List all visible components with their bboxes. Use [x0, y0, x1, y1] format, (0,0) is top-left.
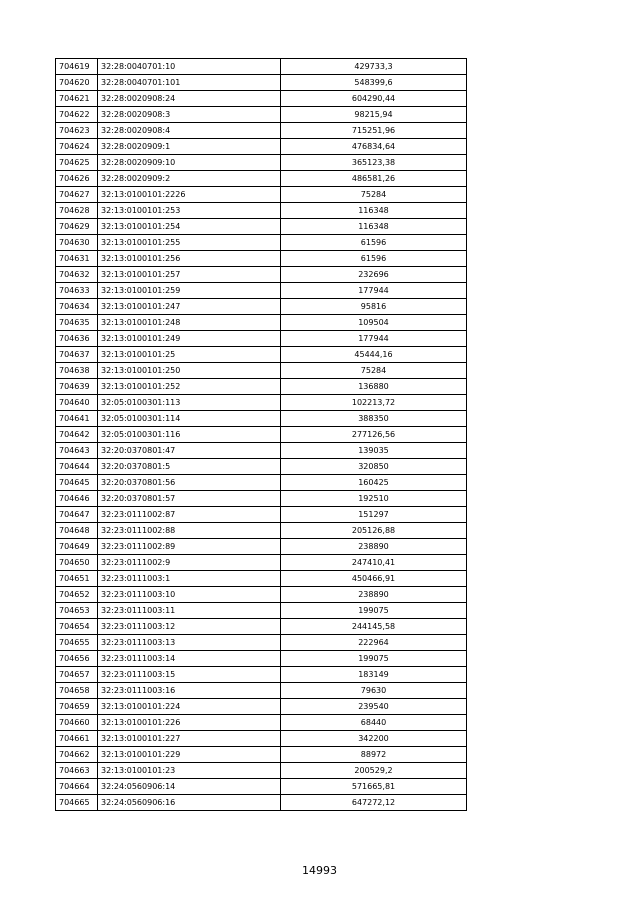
row-number-cell: 704619: [56, 59, 98, 75]
row-number-cell: 704633: [56, 283, 98, 299]
cadastral-value-cell: 160425: [281, 475, 467, 491]
cadastral-value-cell: 486581,26: [281, 171, 467, 187]
cadastral-value-cell: 239540: [281, 699, 467, 715]
row-number-cell: 704661: [56, 731, 98, 747]
row-number-cell: 704655: [56, 635, 98, 651]
row-number-cell: 704640: [56, 395, 98, 411]
table-row: [56, 683, 467, 699]
cadastral-number-cell: 32:20:0370801:5: [98, 459, 281, 475]
row-number-cell: 704652: [56, 587, 98, 603]
cadastral-value-cell: 388350: [281, 411, 467, 427]
cadastral-value-table: [55, 58, 467, 811]
table-row: [56, 651, 467, 667]
cadastral-number-cell: 32:24:0560906:14: [98, 779, 281, 795]
table-row: [56, 571, 467, 587]
row-number-cell: 704643: [56, 443, 98, 459]
row-number-cell: 704641: [56, 411, 98, 427]
row-number-cell: 704659: [56, 699, 98, 715]
cadastral-value-cell: 68440: [281, 715, 467, 731]
cadastral-value-cell: 715251,96: [281, 123, 467, 139]
cadastral-value-cell: 98215,94: [281, 107, 467, 123]
table-row: [56, 91, 467, 107]
cadastral-number-cell: 32:23:0111003:15: [98, 667, 281, 683]
row-number-cell: 704656: [56, 651, 98, 667]
table-row: [56, 379, 467, 395]
cadastral-number-cell: 32:13:0100101:253: [98, 203, 281, 219]
table-row: [56, 779, 467, 795]
cadastral-value-cell: 244145,58: [281, 619, 467, 635]
table-row: [56, 459, 467, 475]
cadastral-value-cell: 277126,56: [281, 427, 467, 443]
cadastral-number-cell: 32:13:0100101:248: [98, 315, 281, 331]
row-number-cell: 704626: [56, 171, 98, 187]
row-number-cell: 704637: [56, 347, 98, 363]
row-number-cell: 704651: [56, 571, 98, 587]
cadastral-number-cell: 32:13:0100101:259: [98, 283, 281, 299]
cadastral-number-cell: 32:24:0560906:16: [98, 795, 281, 811]
cadastral-number-cell: 32:23:0111003:10: [98, 587, 281, 603]
cadastral-number-cell: 32:13:0100101:227: [98, 731, 281, 747]
table-row: [56, 235, 467, 251]
table-row: [56, 411, 467, 427]
table-row: [56, 331, 467, 347]
cadastral-number-cell: 32:28:0040701:10: [98, 59, 281, 75]
cadastral-value-cell: 205126,88: [281, 523, 467, 539]
row-number-cell: 704649: [56, 539, 98, 555]
cadastral-value-cell: 183149: [281, 667, 467, 683]
cadastral-value-cell: 450466,91: [281, 571, 467, 587]
cadastral-value-cell: 199075: [281, 651, 467, 667]
table-row: [56, 187, 467, 203]
table-row: [56, 267, 467, 283]
cadastral-number-cell: 32:23:0111003:16: [98, 683, 281, 699]
table-row: [56, 203, 467, 219]
row-number-cell: 704622: [56, 107, 98, 123]
cadastral-value-cell: 548399,6: [281, 75, 467, 91]
cadastral-number-cell: 32:13:0100101:257: [98, 267, 281, 283]
cadastral-number-cell: 32:13:0100101:250: [98, 363, 281, 379]
table-row: [56, 219, 467, 235]
row-number-cell: 704629: [56, 219, 98, 235]
table-row: [56, 171, 467, 187]
row-number-cell: 704665: [56, 795, 98, 811]
cadastral-number-cell: 32:23:0111002:89: [98, 539, 281, 555]
cadastral-value-cell: 247410,41: [281, 555, 467, 571]
cadastral-number-cell: 32:23:0111002:87: [98, 507, 281, 523]
cadastral-value-cell: 45444,16: [281, 347, 467, 363]
row-number-cell: 704627: [56, 187, 98, 203]
table-row: [56, 523, 467, 539]
cadastral-value-cell: 61596: [281, 251, 467, 267]
row-number-cell: 704634: [56, 299, 98, 315]
cadastral-number-cell: 32:28:0020908:24: [98, 91, 281, 107]
table-row: [56, 123, 467, 139]
row-number-cell: 704620: [56, 75, 98, 91]
cadastral-number-cell: 32:13:0100101:2226: [98, 187, 281, 203]
table-row: [56, 619, 467, 635]
row-number-cell: 704645: [56, 475, 98, 491]
cadastral-value-cell: 75284: [281, 363, 467, 379]
cadastral-value-cell: 61596: [281, 235, 467, 251]
table-row: [56, 635, 467, 651]
row-number-cell: 704644: [56, 459, 98, 475]
row-number-cell: 704636: [56, 331, 98, 347]
cadastral-number-cell: 32:28:0020909:1: [98, 139, 281, 155]
cadastral-value-cell: 647272,12: [281, 795, 467, 811]
row-number-cell: 704650: [56, 555, 98, 571]
table-row: [56, 283, 467, 299]
table-row: [56, 731, 467, 747]
cadastral-value-cell: 200529,2: [281, 763, 467, 779]
row-number-cell: 704660: [56, 715, 98, 731]
cadastral-number-cell: 32:23:0111003:14: [98, 651, 281, 667]
table-row: [56, 539, 467, 555]
cadastral-number-cell: 32:13:0100101:224: [98, 699, 281, 715]
cadastral-number-cell: 32:13:0100101:249: [98, 331, 281, 347]
table-row: [56, 475, 467, 491]
row-number-cell: 704624: [56, 139, 98, 155]
cadastral-number-cell: 32:28:0020909:10: [98, 155, 281, 171]
table-row: [56, 795, 467, 811]
row-number-cell: 704621: [56, 91, 98, 107]
table-body: [56, 59, 467, 811]
table-row: [56, 395, 467, 411]
row-number-cell: 704631: [56, 251, 98, 267]
cadastral-value-cell: 139035: [281, 443, 467, 459]
cadastral-number-cell: 32:20:0370801:47: [98, 443, 281, 459]
cadastral-number-cell: 32:28:0020908:4: [98, 123, 281, 139]
table-row: [56, 715, 467, 731]
row-number-cell: 704639: [56, 379, 98, 395]
cadastral-value-cell: 604290,44: [281, 91, 467, 107]
row-number-cell: 704638: [56, 363, 98, 379]
cadastral-number-cell: 32:05:0100301:113: [98, 395, 281, 411]
table-row: [56, 251, 467, 267]
table-row: [56, 363, 467, 379]
cadastral-number-cell: 32:23:0111003:11: [98, 603, 281, 619]
cadastral-value-cell: 79630: [281, 683, 467, 699]
table-row: [56, 555, 467, 571]
cadastral-number-cell: 32:13:0100101:247: [98, 299, 281, 315]
cadastral-value-cell: 232696: [281, 267, 467, 283]
cadastral-value-cell: 102213,72: [281, 395, 467, 411]
row-number-cell: 704625: [56, 155, 98, 171]
table-row: [56, 107, 467, 123]
cadastral-value-cell: 342200: [281, 731, 467, 747]
cadastral-number-cell: 32:13:0100101:23: [98, 763, 281, 779]
cadastral-value-cell: 199075: [281, 603, 467, 619]
table-row: [56, 667, 467, 683]
cadastral-number-cell: 32:23:0111003:1: [98, 571, 281, 587]
cadastral-value-cell: 222964: [281, 635, 467, 651]
row-number-cell: 704653: [56, 603, 98, 619]
cadastral-number-cell: 32:13:0100101:229: [98, 747, 281, 763]
cadastral-value-cell: 177944: [281, 283, 467, 299]
cadastral-value-cell: 429733,3: [281, 59, 467, 75]
table-row: [56, 699, 467, 715]
table-row: [56, 747, 467, 763]
row-number-cell: 704662: [56, 747, 98, 763]
row-number-cell: 704648: [56, 523, 98, 539]
cadastral-number-cell: 32:05:0100301:114: [98, 411, 281, 427]
cadastral-value-cell: 571665,81: [281, 779, 467, 795]
cadastral-value-cell: 88972: [281, 747, 467, 763]
table-row: [56, 315, 467, 331]
cadastral-value-cell: 320850: [281, 459, 467, 475]
cadastral-value-cell: 116348: [281, 203, 467, 219]
cadastral-number-cell: 32:23:0111003:12: [98, 619, 281, 635]
cadastral-number-cell: 32:20:0370801:56: [98, 475, 281, 491]
page-number: 14993: [302, 864, 337, 877]
row-number-cell: 704654: [56, 619, 98, 635]
cadastral-value-cell: 75284: [281, 187, 467, 203]
cadastral-number-cell: 32:23:0111002:9: [98, 555, 281, 571]
cadastral-number-cell: 32:13:0100101:252: [98, 379, 281, 395]
cadastral-number-cell: 32:05:0100301:116: [98, 427, 281, 443]
cadastral-value-cell: 109504: [281, 315, 467, 331]
cadastral-number-cell: 32:13:0100101:256: [98, 251, 281, 267]
cadastral-value-cell: 95816: [281, 299, 467, 315]
table-row: [56, 443, 467, 459]
row-number-cell: 704658: [56, 683, 98, 699]
cadastral-number-cell: 32:13:0100101:226: [98, 715, 281, 731]
cadastral-value-cell: 177944: [281, 331, 467, 347]
table-row: [56, 763, 467, 779]
row-number-cell: 704663: [56, 763, 98, 779]
table-row: [56, 507, 467, 523]
cadastral-number-cell: 32:20:0370801:57: [98, 491, 281, 507]
cadastral-value-cell: 192510: [281, 491, 467, 507]
row-number-cell: 704647: [56, 507, 98, 523]
table-row: [56, 299, 467, 315]
table-row: [56, 347, 467, 363]
row-number-cell: 704630: [56, 235, 98, 251]
row-number-cell: 704657: [56, 667, 98, 683]
table-row: [56, 139, 467, 155]
table-row: [56, 491, 467, 507]
table-row: [56, 587, 467, 603]
cadastral-number-cell: 32:28:0040701:101: [98, 75, 281, 91]
row-number-cell: 704628: [56, 203, 98, 219]
row-number-cell: 704664: [56, 779, 98, 795]
cadastral-number-cell: 32:28:0020909:2: [98, 171, 281, 187]
table-row: [56, 603, 467, 619]
row-number-cell: 704642: [56, 427, 98, 443]
row-number-cell: 704646: [56, 491, 98, 507]
table-row: [56, 75, 467, 91]
cadastral-number-cell: 32:13:0100101:25: [98, 347, 281, 363]
row-number-cell: 704635: [56, 315, 98, 331]
cadastral-number-cell: 32:13:0100101:254: [98, 219, 281, 235]
cadastral-number-cell: 32:13:0100101:255: [98, 235, 281, 251]
table-row: [56, 427, 467, 443]
cadastral-value-cell: 151297: [281, 507, 467, 523]
table-row: [56, 59, 467, 75]
row-number-cell: 704623: [56, 123, 98, 139]
cadastral-number-cell: 32:28:0020908:3: [98, 107, 281, 123]
row-number-cell: 704632: [56, 267, 98, 283]
cadastral-number-cell: 32:23:0111002:88: [98, 523, 281, 539]
cadastral-value-cell: 365123,38: [281, 155, 467, 171]
cadastral-value-cell: 116348: [281, 219, 467, 235]
cadastral-value-cell: 238890: [281, 587, 467, 603]
cadastral-value-cell: 476834,64: [281, 139, 467, 155]
cadastral-value-cell: 238890: [281, 539, 467, 555]
cadastral-value-cell: 136880: [281, 379, 467, 395]
table-row: [56, 155, 467, 171]
cadastral-number-cell: 32:23:0111003:13: [98, 635, 281, 651]
